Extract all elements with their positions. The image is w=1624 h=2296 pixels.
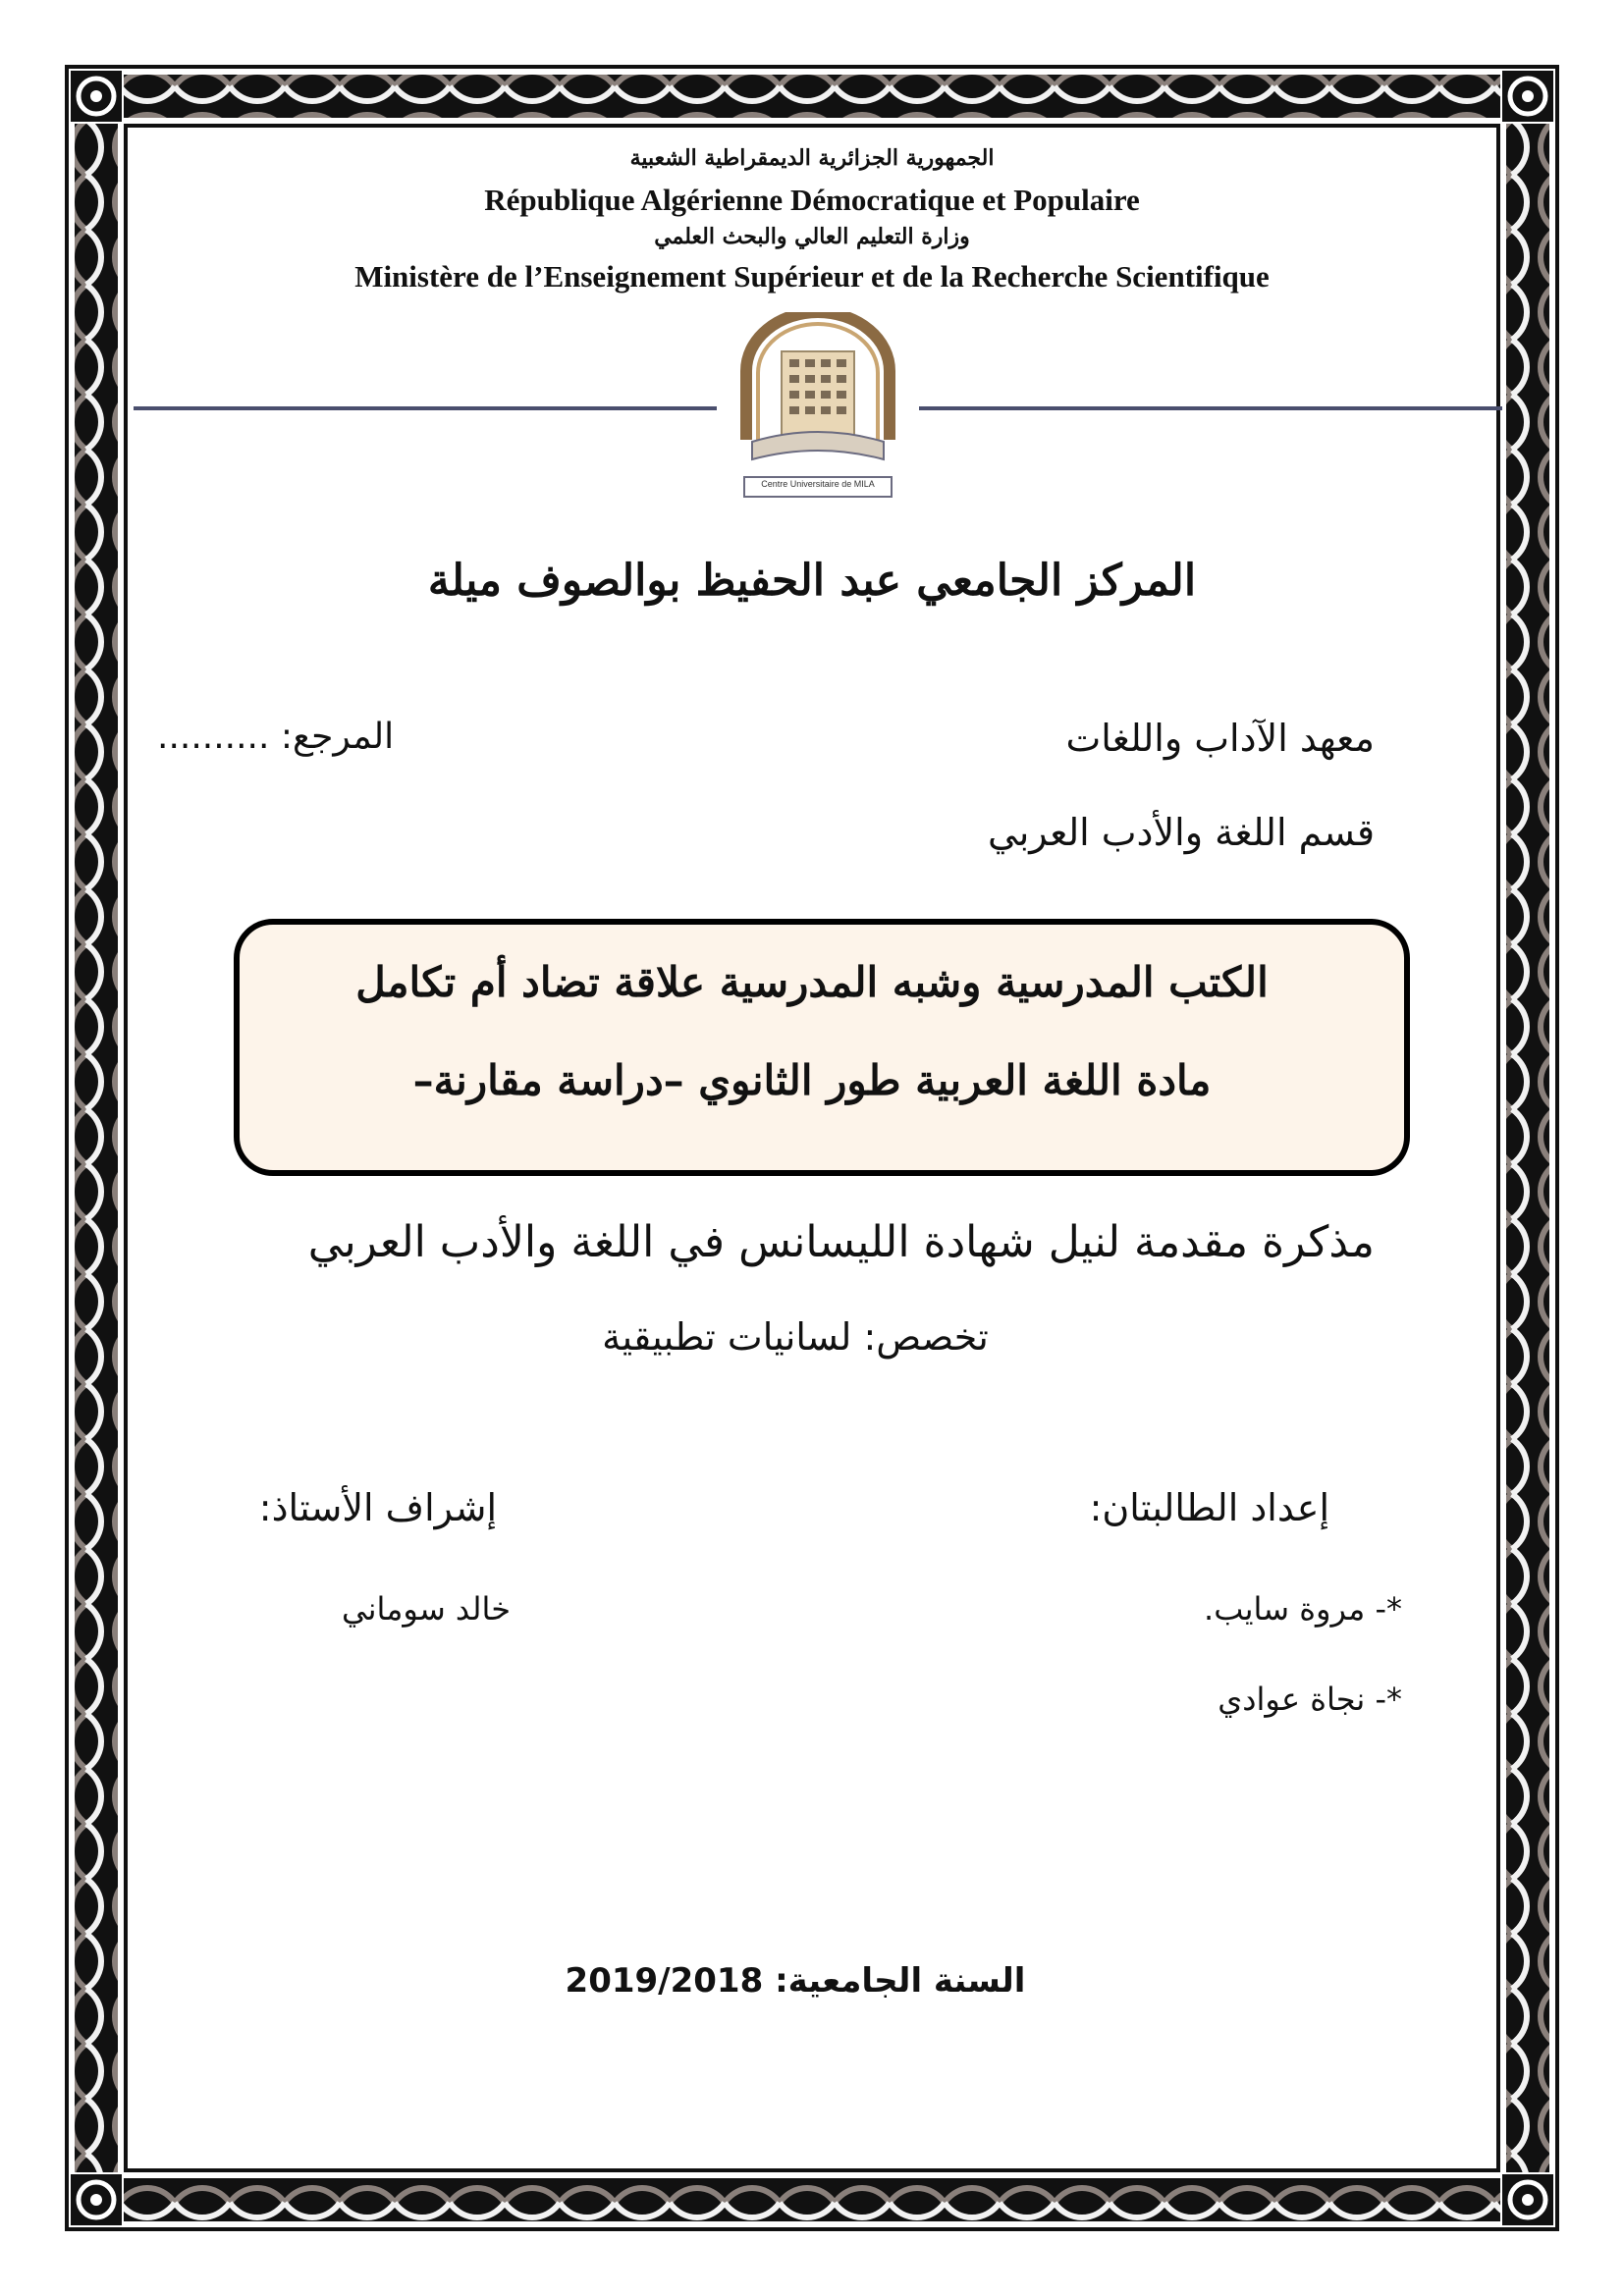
reference-number: المرجع: .......... <box>157 717 395 757</box>
specialty: تخصص: لسانيات تطبيقية <box>602 1315 989 1359</box>
ministry-arabic: وزارة التعليم العالي والبحث العلمي <box>654 224 970 249</box>
supervisor-name: خالد سوماني <box>341 1590 511 1628</box>
supervisor-heading: إشراف الأستاذ: <box>258 1486 497 1529</box>
header-separator-right <box>919 406 1502 410</box>
university-name: المركز الجامعي عبد الحفيظ بوالصوف ميلة <box>427 556 1197 606</box>
university-logo <box>736 312 899 501</box>
republic-french: République Algérienne Démocratique et Populaire <box>484 183 1140 217</box>
logo-caption: Centre Universitaire de MILA <box>761 479 875 489</box>
republic-arabic: الجمهورية الجزائرية الديمقراطية الشعبية <box>629 145 995 171</box>
academic-year: السنة الجامعية: 2019/2018 <box>565 1961 1026 2001</box>
student-item: *- مروة سايب. <box>1204 1590 1402 1628</box>
institute-name: معهد الآداب واللغات <box>1065 717 1375 760</box>
student-item: *- نجاة عوادي <box>1218 1681 1402 1718</box>
ministry-french: Ministère de l’Enseignement Supérieur et de la Recherche Scientifique <box>354 259 1270 294</box>
corner-ornament-icon <box>71 71 122 122</box>
university-building-logo-icon <box>736 312 899 501</box>
department-name: قسم اللغة والأدب العربي <box>988 811 1375 854</box>
degree-statement: مذكرة مقدمة لنيل شهادة الليسانس في اللغة والأدب العربي <box>307 1217 1375 1267</box>
students-heading: إعداد الطالبتان: <box>1089 1486 1329 1529</box>
thesis-title-line1: الكتب المدرسية وشبه المدرسية علاقة تضاد أم تكامل <box>355 958 1269 1006</box>
thesis-title-line2: مادة اللغة العربية طور الثانوي –دراسة مقارنة– <box>412 1056 1212 1104</box>
header-separator-left <box>134 406 717 410</box>
